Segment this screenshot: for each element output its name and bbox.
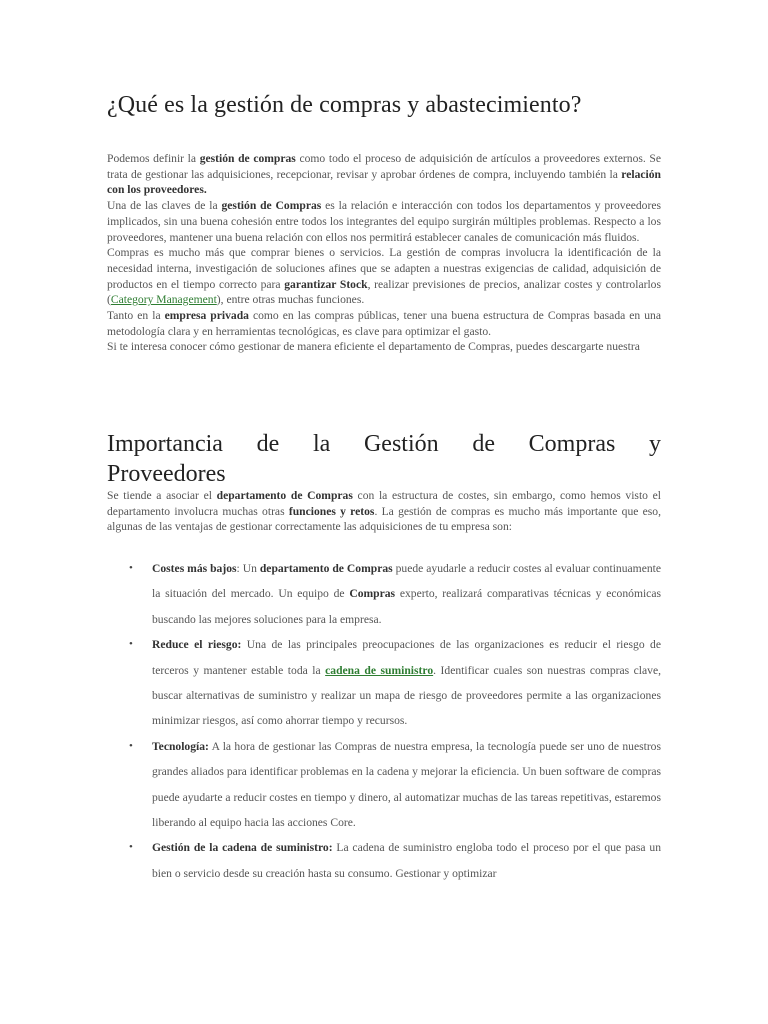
text-span: experto, realizará comparativas técnicas y económicas buscando las mejores soluciones para la empresa. (152, 587, 661, 626)
text-span: como todo el proceso de adquisición de artículos a proveedores externos. Se trata de gestionar las adquisiciones, recepcionar, revisar y aprobar órdenes de compra, incluyendo también la (107, 152, 661, 181)
intro-paragraph-1 (107, 151, 661, 198)
advantages-list (107, 556, 661, 886)
bold-term: departamento de Compras (259, 562, 393, 575)
intro-paragraph-2 (107, 198, 661, 245)
text-span: ), entre otras muchas funciones. (216, 293, 365, 307)
text-span: puede ayudarle a reducir costes al evaluar continuamente la situación del mercado. Un equipo de (152, 562, 661, 601)
text-span: Se tiende a asociar el (107, 489, 217, 502)
intro-text (107, 151, 661, 355)
bold-term: Gestión de la cadena de suministro: (152, 841, 333, 855)
text-span: A la hora de gestionar las Compras de nuestra empresa, la tecnología puede ser uno de nuestros grandes aliados para identificar problemas en la cadena y mejorar la eficiencia. Un buen software de compras puede ayudarte a reducir costes en tiempo y dinero, al automatizar muchas de las tareas repetitivas, estaremos liberando al equipo hacia las acciones Core. (152, 739, 661, 830)
intro-paragraph-5: Si te interesa conocer cómo gestionar de manera eficiente el departamento de Compras, puedes descargarte nuestra (107, 340, 640, 354)
list-item (107, 734, 661, 836)
text-span: Tanto en la (107, 309, 165, 323)
section-title (107, 429, 661, 489)
text-span: es la relación e interacción con todos los departamentos y proveedores implicados, sin una buena cohesión entre todos los integrantes del equipo surgirán múltiples problemas. Respecto a los proveedores, mantener una buena relación con ellos nos permitirá establecer canales de comunicación más fluidos. (107, 199, 662, 244)
page-title: ¿Qué es la gestión de compras y abastecimiento? (107, 92, 582, 118)
section-intro (107, 488, 661, 535)
intro-paragraph-3 (107, 245, 661, 308)
bold-term: garantizar Stock (284, 277, 368, 291)
bold-term: gestión de compras (199, 152, 296, 165)
bold-term: departamento de Compras (216, 489, 353, 502)
intro-paragraph-4 (107, 308, 661, 339)
bold-term: Tecnología: (152, 739, 209, 753)
bold-term: Compras (349, 587, 396, 601)
bullet-icon: • (129, 841, 133, 854)
text-span: como en las compras públicas, tener una buena estructura de Compras basada en una metodología clara y en herramientas tecnológicas, es clave para optimizar el gasto. (107, 309, 661, 338)
section-title-line-2: Proveedores (107, 461, 226, 487)
bullet-icon: • (129, 638, 133, 651)
bullet-icon: • (129, 562, 133, 574)
list-item (107, 632, 661, 734)
text-span: Una de las claves de la (107, 199, 222, 213)
bold-term: empresa privada (164, 309, 249, 323)
text-span: : Un (236, 562, 260, 575)
text-span: La cadena de suministro engloba todo el proceso por el que pasa un bien o servicio desde su creación hasta su consumo. Gestionar y optimizar (152, 841, 661, 880)
text-span: . La gestión de compras es mucho más importante que eso, algunas de las ventajas de gestionar correctamente las adquisiciones de tu empresa son: (107, 504, 662, 533)
bold-term: Costes más bajos (152, 562, 237, 575)
category-management-link[interactable]: Category Management (110, 293, 217, 307)
bold-term: funciones y retos (288, 504, 375, 518)
section-title-line-1: Importancia de la Gestión de Compras y (107, 431, 661, 457)
bullet-icon: • (129, 739, 133, 752)
bold-term: relación con los proveedores. (107, 167, 661, 197)
list-item (107, 556, 661, 632)
text-span: , realizar previsiones de precios, analizar costes y controlarlos ( (107, 277, 661, 307)
supply-chain-link[interactable]: cadena de suministro (325, 663, 434, 677)
text-span: Una de las principales preocupaciones de las organizaciones es reducir el riesgo de terceros y mantener estable toda la (152, 638, 661, 677)
text-span: con la estructura de costes, sin embargo, como hemos visto el departamento involucra muchas otras (107, 489, 662, 518)
text-span: Podemos definir la (107, 152, 200, 165)
text-span: . Identificar cuales son nuestras compras clave, buscar alternativas de suministro y realizar un mapa de riesgo de proveedores permite a las organizaciones minimizar riesgos, así como ahorrar tiempo y recursos. (152, 663, 662, 728)
list-item (107, 835, 661, 886)
text-span: Compras es mucho más que comprar bienes o servicios. La gestión de compras involucra la identificación de la necesidad interna, investigación de soluciones afines que se adapten a nuestras exigencias de calidad, adquisición de productos en el tiempo correcto para (107, 246, 661, 291)
bold-term: Reduce el riesgo: (152, 638, 242, 652)
bold-term: gestión de Compras (221, 199, 322, 213)
